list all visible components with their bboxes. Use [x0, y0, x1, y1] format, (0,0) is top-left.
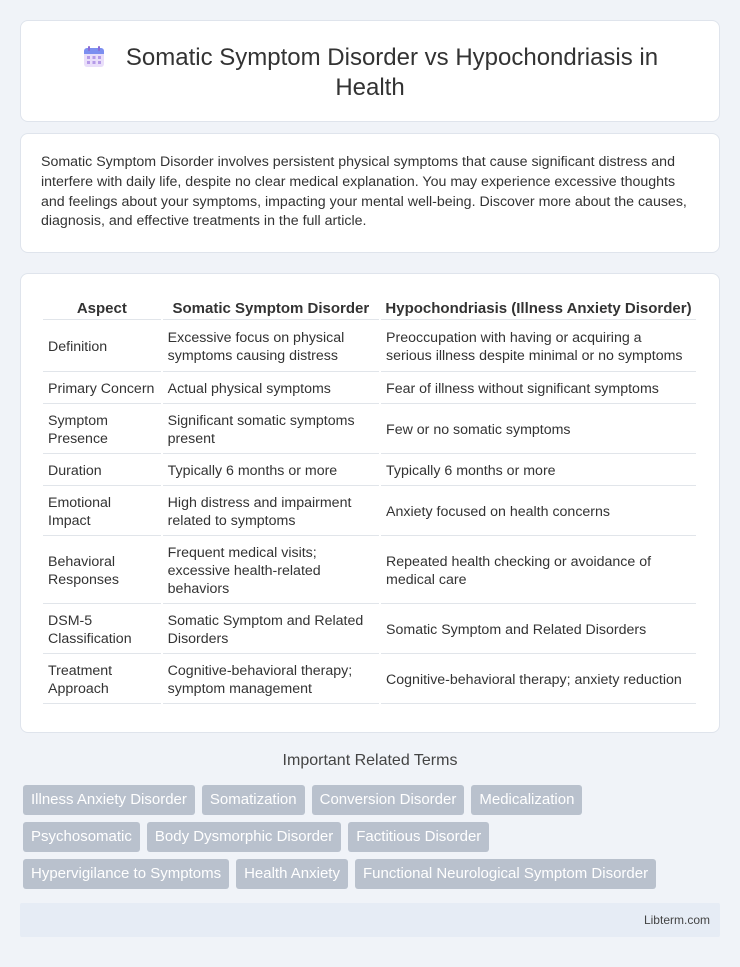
tag-health-anxiety[interactable]: Health Anxiety [236, 859, 348, 889]
table-cell: Behavioral Responses [43, 538, 161, 604]
tag-illness-anxiety-disorder[interactable]: Illness Anxiety Disorder [23, 785, 195, 815]
calendar-icon [82, 45, 106, 69]
footer-site-link[interactable]: Libterm.com [643, 913, 710, 927]
table-cell: High distress and impairment related to symptoms [163, 488, 379, 536]
header-card [20, 20, 720, 122]
table-cell: Typically 6 months or more [381, 456, 696, 486]
table-cell: Duration [43, 456, 161, 486]
tag-psychosomatic[interactable]: Psychosomatic [23, 822, 140, 852]
table-cell: Typically 6 months or more [163, 456, 379, 486]
table-row [43, 374, 696, 404]
tag-factitious-disorder[interactable]: Factitious Disorder [348, 822, 489, 852]
intro-card [20, 133, 720, 253]
tag-functional-neurological-symptom-disorder[interactable]: Functional Neurological Symptom Disorder [355, 859, 656, 889]
table-row [43, 606, 696, 654]
table-cell: Somatic Symptom and Related Disorders [163, 606, 379, 654]
comparison-table-card [20, 273, 720, 733]
table-cell: Repeated health checking or avoidance of medical care [381, 538, 696, 604]
header-hypochondriasis: Hypochondriasis (Illness Anxiety Disorder) [381, 296, 696, 320]
related-terms-list [23, 785, 723, 896]
table-cell: Significant somatic symptoms present [163, 406, 379, 454]
table-row [43, 538, 696, 604]
table-cell: Treatment Approach [43, 656, 161, 704]
table-cell: Preoccupation with having or acquiring a serious illness despite minimal or no symptoms [381, 322, 696, 372]
table-row [43, 656, 696, 704]
tag-row [23, 785, 723, 815]
page-title: Somatic Symptom Disorder vs Hypochondriasis in Health [125, 44, 659, 101]
comparison-table [41, 294, 698, 706]
table-cell: Somatic Symptom and Related Disorders [381, 606, 696, 654]
table-row [43, 322, 696, 372]
table-row [43, 488, 696, 536]
tag-row [23, 822, 723, 852]
table-cell: Frequent medical visits; excessive health-related behaviors [163, 538, 379, 604]
table-header-row [43, 296, 696, 320]
intro-text: Somatic Symptom Disorder involves persistent physical symptoms that cause significant distress and interfere with daily life, despite no clear medical explanation. You may experience excessive thoughts and feelings about your symptoms, impacting your mental well-being. Discover more about the causes, diagnosis, and effective treatments in the full article. [41, 154, 687, 230]
table-cell: Few or no somatic symptoms [381, 406, 696, 454]
table-cell: Actual physical symptoms [163, 374, 379, 404]
table-cell: Emotional Impact [43, 488, 161, 536]
tag-medicalization[interactable]: Medicalization [471, 785, 582, 815]
table-cell: Fear of illness without significant symptoms [381, 374, 696, 404]
header-aspect: Aspect [43, 296, 161, 320]
table-cell: Definition [43, 322, 161, 372]
table-cell: Cognitive-behavioral therapy; anxiety reduction [381, 656, 696, 704]
table-cell: Primary Concern [43, 374, 161, 404]
table-row [43, 406, 696, 454]
header-somatic: Somatic Symptom Disorder [163, 296, 379, 320]
related-terms-title: Important Related Terms [282, 752, 458, 769]
table-cell: DSM-5 Classification [43, 606, 161, 654]
page-title-wrap [21, 43, 719, 103]
tag-somatization[interactable]: Somatization [202, 785, 305, 815]
footer [20, 903, 720, 937]
table-cell: Symptom Presence [43, 406, 161, 454]
tag-conversion-disorder[interactable]: Conversion Disorder [312, 785, 465, 815]
table-row [43, 456, 696, 486]
tag-body-dysmorphic-disorder[interactable]: Body Dysmorphic Disorder [147, 822, 341, 852]
table-cell: Excessive focus on physical symptoms causing distress [163, 322, 379, 372]
tag-row [23, 859, 723, 889]
table-cell: Anxiety focused on health concerns [381, 488, 696, 536]
tag-hypervigilance-to-symptoms[interactable]: Hypervigilance to Symptoms [23, 859, 229, 889]
table-cell: Cognitive-behavioral therapy; symptom management [163, 656, 379, 704]
